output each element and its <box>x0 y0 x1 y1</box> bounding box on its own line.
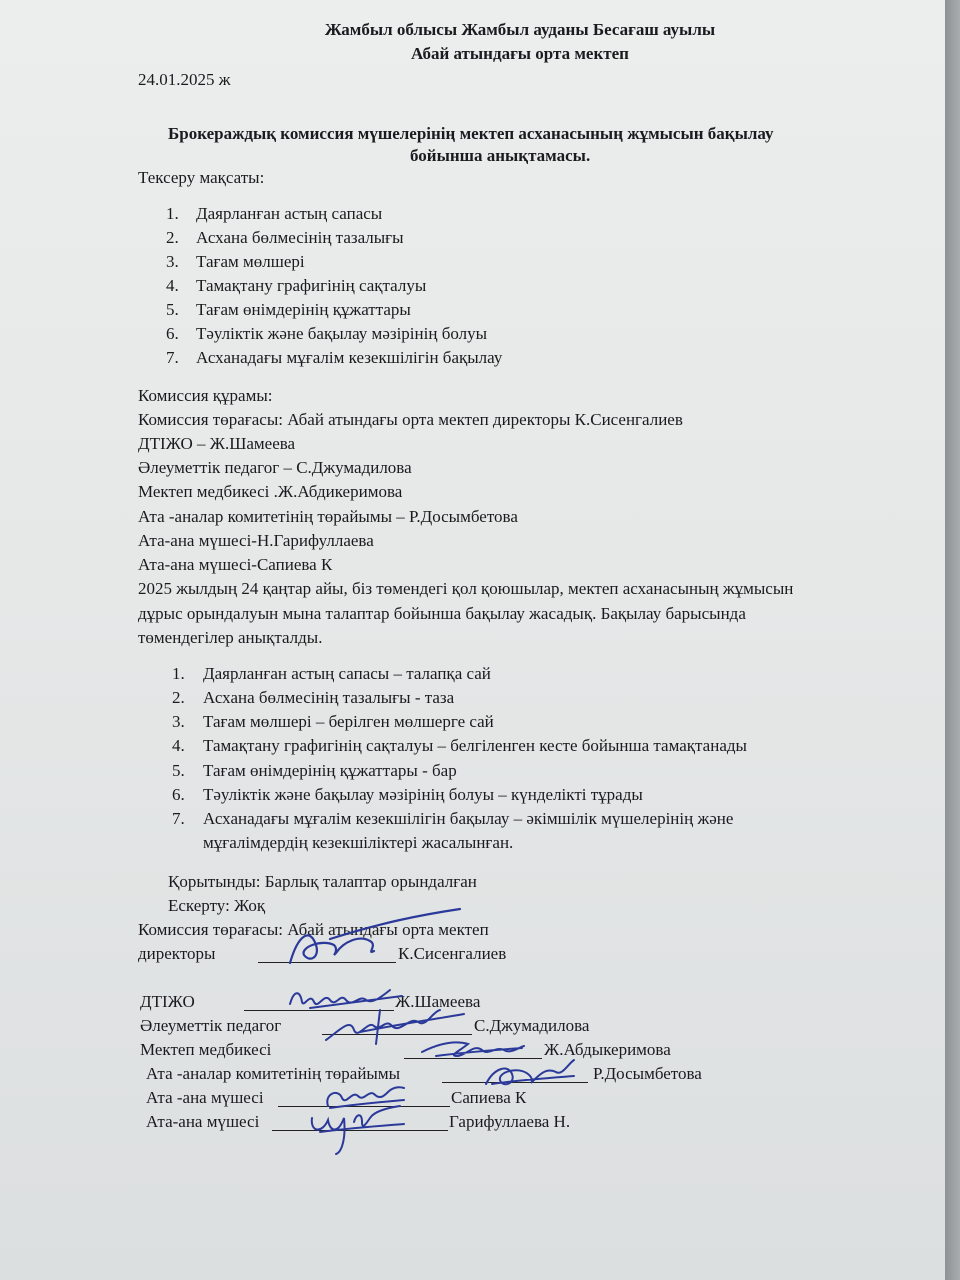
chair-title: Комиссия төрағасы: Абай атындағы орта мектеп <box>138 920 489 939</box>
list-item: Тағам мөлшері – берілген мөлшерге сай <box>203 712 494 731</box>
document-page: Жамбыл облысы Жамбыл ауданы Бесағаш ауылы Абай атындағы орта мектеп 24.01.2025 ж Брокераждық комиссия мүшелерінің мектеп асханасының жұмысын бақылау бойынша анықтамасы. Тексеру мақсаты: 1. Даярланған астың сапасы 2. Асхана бөлмесінің тазалығы 3. Тағам мөлшері 4. Тамақтану графигінің сақталуы 5. Тағам өнімдерінің құжаттары 6. Тәуліктік және бақылау мәзірінің болуы 7. Асханадағы мұғалім кезекшілігін бақылау Комиссия құрамы: Комиссия төрағасы: Абай атындағы орта мектеп директоры К.Сисенгалиев ДТІЖО – Ж.Шамеева Әлеуметтік педагог – С.Джумадилова Мектеп медбикесі .Ж.Абдикеримова Ата -аналар комитетінің төрайымы – Р.Досымбетова Ата-ана мүшесі-Н.Гарифуллаева Ата-ана мүшесі-Сапиева К 2025 жылдың 24 қаңтар айы, біз төмендегі қол қоюшылар, мектеп асханасының жұмысын дұрыс орындалуын мына талаптар бойынша бақылау жасадық. Бақылау барысында төмендегілер анықталды. 1. Даярланған астың сапасы – талапқа сай 2. Асхана бөлмесінің тазалығы - таза 3. Тағам мөлшері – берілген мөлшерге сай 4. Тамақтану графигінің сақталуы – белгіленген кесте бойынша тамақтанады 5. Тағам өнімдерінің құжаттары - бар 6. Тәуліктік және бақылау мәзірінің болуы – күнделікті тұрады 7. Асханадағы мұғалім кезекшілігін бақылау – әкімшілік мүшелерінің және мұғалімдердің кезекшіліктері жасалынған. Қорытынды: Барлық талаптар орындалған Ескерту: Жоқ Комиссия төрағасы: Абай атындағы орта мектеп директоры К.Сисенгалиев ДТІЖО Ж.Шамеева Әлеуметтік педагог С.Джумадилова Мектеп медбикесі Ж.Абдыкеримова Ата -аналар комитетінің төрайымы Р.Досымбетова Ата -ана мүшесі Сапиева К Ата-ана мүшесі Гарифуллаева Н. <box>0 0 945 1280</box>
dtizho-name: Ж.Шамеева <box>395 992 481 1011</box>
purpose-label: Тексеру мақсаты: <box>138 168 265 187</box>
document-title-line-1: Брокераждық комиссия мүшелерінің мектеп асханасының жұмысын бақылау <box>168 124 774 143</box>
chair-name: К.Сисенгалиев <box>398 944 507 963</box>
commission-label: Комиссия құрамы: <box>138 386 273 405</box>
soc-pedagog-name: С.Джумадилова <box>474 1016 590 1035</box>
list-item: Даярланған астың сапасы – талапқа сай <box>203 664 491 683</box>
list-item: Тағам өнімдерінің құжаттары - бар <box>203 761 457 780</box>
chair-signature <box>270 905 470 980</box>
list-item: Асхана бөлмесінің тазалығы <box>196 228 404 247</box>
parent-member-1-label: Ата -ана мүшесі <box>146 1088 264 1107</box>
conclusion: Қорытынды: Барлық талаптар орындалған <box>168 872 477 891</box>
note: Ескерту: Жоқ <box>168 896 266 915</box>
list-item: Асханадағы мұғалім кезекшілігін бақылау <box>196 348 503 367</box>
header-line-1: Жамбыл облысы Жамбыл ауданы Бесағаш ауылы <box>324 20 716 39</box>
commission-member: Ата-ана мүшесі-Сапиева К <box>138 555 333 574</box>
list-item-continuation: мұғалімдердің кезекшіліктері жасалынған. <box>203 833 514 852</box>
commission-member: Комиссия төрағасы: Абай атындағы орта мектеп директоры К.Сисенгалиев <box>138 410 683 429</box>
parent-committee-signature <box>478 1054 578 1099</box>
nurse-label: Мектеп медбикесі <box>140 1040 272 1059</box>
parent-member-2-name: Гарифуллаева Н. <box>449 1112 571 1131</box>
parent-member-2-signature <box>300 1098 410 1163</box>
parent-member-1-name: Сапиева К <box>451 1088 527 1107</box>
list-item: Тамақтану графигінің сақталуы – белгіленген кесте бойынша тамақтанады <box>203 736 747 755</box>
document-date: 24.01.2025 ж <box>138 70 231 89</box>
list-item: Тәуліктік және бақылау мәзірінің болуы – күнделікті тұрады <box>203 785 643 804</box>
page-edge-background <box>945 0 960 1280</box>
list-item: Тәуліктік және бақылау мәзірінің болуы <box>196 324 488 343</box>
parent-committee-label: Ата -аналар комитетінің төрайымы <box>146 1064 401 1083</box>
parent-committee-name: Р.Досымбетова <box>593 1064 702 1083</box>
list-item: Тағам мөлшері <box>196 252 305 271</box>
list-item: Тамақтану графигінің сақталуы <box>196 276 427 295</box>
chair-label: директоры <box>138 944 216 963</box>
commission-member: Ата-ана мүшесі-Н.Гарифуллаева <box>138 531 374 550</box>
commission-member: ДТІЖО – Ж.Шамеева <box>138 434 296 453</box>
list-item: Даярланған астың сапасы <box>196 204 383 223</box>
list-item: Асханадағы мұғалім кезекшілігін бақылау – әкімшілік мүшелерінің және <box>203 809 734 828</box>
soc-pedagog-label: Әлеуметтік педагог <box>140 1016 282 1035</box>
commission-member: Әлеуметтік педагог – С.Джумадилова <box>138 458 412 477</box>
commission-member: Мектеп медбикесі .Ж.Абдикеримова <box>138 482 403 501</box>
nurse-name: Ж.Абдыкеримова <box>544 1040 671 1059</box>
header-line-2: Абай атындағы орта мектеп <box>411 44 629 63</box>
list-item: Тағам өнімдерінің құжаттары <box>196 300 411 319</box>
document-title-line-2: бойынша анықтамасы. <box>410 146 591 165</box>
dtizho-label: ДТІЖО <box>140 992 195 1011</box>
commission-member: Ата -аналар комитетінің төрайымы – Р.Досымбетова <box>138 507 518 526</box>
list-item: Асхана бөлмесінің тазалығы - таза <box>203 688 455 707</box>
parent-member-2-label: Ата-ана мүшесі <box>146 1112 260 1131</box>
